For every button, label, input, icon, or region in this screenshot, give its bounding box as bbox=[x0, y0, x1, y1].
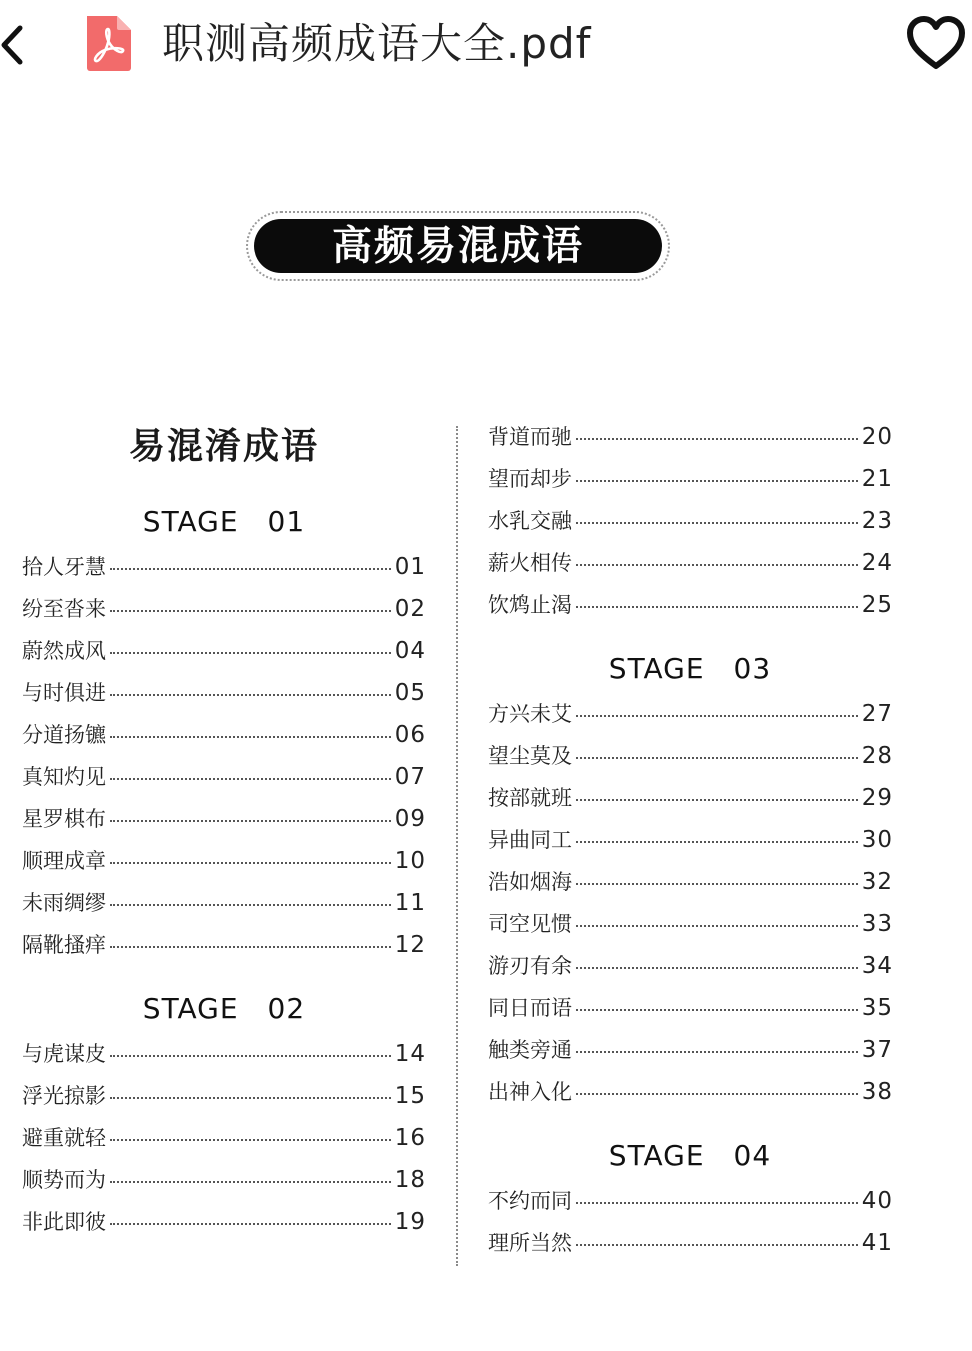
entry-page: 23 bbox=[861, 508, 893, 534]
toc-entry[interactable] bbox=[22, 761, 426, 795]
dot-leader bbox=[576, 799, 858, 801]
toc-entry[interactable] bbox=[488, 1227, 893, 1261]
dot-leader bbox=[110, 694, 391, 696]
banner-title: 高频易混成语 bbox=[254, 219, 662, 273]
entry-page: 12 bbox=[394, 932, 426, 958]
dot-leader bbox=[110, 610, 391, 612]
entry-page: 29 bbox=[861, 785, 893, 811]
toc-entry[interactable] bbox=[488, 1076, 893, 1110]
toc-entry[interactable] bbox=[488, 589, 893, 623]
entry-page: 15 bbox=[394, 1083, 426, 1109]
entry-page: 06 bbox=[394, 722, 426, 748]
entry-name: 与时俱进 bbox=[22, 681, 106, 705]
entry-page: 24 bbox=[861, 550, 893, 576]
dot-leader bbox=[576, 1202, 858, 1204]
entry-page: 02 bbox=[394, 596, 426, 622]
entry-name: 真知灼见 bbox=[22, 765, 106, 789]
entry-name: 顺势而为 bbox=[22, 1168, 106, 1192]
toc-entry[interactable] bbox=[488, 463, 893, 497]
entry-page: 04 bbox=[394, 638, 426, 664]
toc-entry[interactable] bbox=[488, 824, 893, 858]
stage-heading: STAGE 01 bbox=[142, 505, 306, 538]
entry-name: 未雨绸缪 bbox=[22, 891, 106, 915]
entry-name: 望尘莫及 bbox=[488, 744, 572, 768]
dot-leader bbox=[576, 841, 858, 843]
toc-entry[interactable] bbox=[22, 677, 426, 711]
heart-outline-icon[interactable] bbox=[904, 14, 968, 74]
dot-leader bbox=[110, 946, 391, 948]
section-title: 易混淆成语 bbox=[128, 426, 319, 467]
dot-leader bbox=[110, 778, 391, 780]
dot-leader bbox=[576, 757, 858, 759]
entry-name: 背道而驰 bbox=[488, 425, 572, 449]
entry-name: 纷至沓来 bbox=[22, 597, 106, 621]
entry-page: 33 bbox=[861, 911, 893, 937]
dot-leader bbox=[576, 967, 858, 969]
dot-leader bbox=[576, 715, 858, 717]
entry-name: 分道扬镳 bbox=[22, 723, 106, 747]
entry-page: 28 bbox=[861, 743, 893, 769]
toc-entry[interactable] bbox=[488, 782, 893, 816]
entry-name: 隔靴搔痒 bbox=[22, 933, 106, 957]
toc-entry[interactable] bbox=[488, 547, 893, 581]
toc-entry[interactable] bbox=[22, 887, 426, 921]
entry-page: 21 bbox=[861, 466, 893, 492]
dot-leader bbox=[110, 1181, 391, 1183]
entry-name: 顺理成章 bbox=[22, 849, 106, 873]
entry-page: 25 bbox=[861, 592, 893, 618]
pdf-icon bbox=[83, 14, 133, 72]
entry-page: 16 bbox=[394, 1125, 426, 1151]
entry-name: 非此即彼 bbox=[22, 1210, 106, 1234]
entry-page: 14 bbox=[394, 1041, 426, 1067]
dot-leader bbox=[110, 1223, 391, 1225]
toc-entry[interactable] bbox=[22, 803, 426, 837]
dot-leader bbox=[110, 736, 391, 738]
toc-entry[interactable] bbox=[488, 950, 893, 984]
entry-page: 01 bbox=[394, 554, 426, 580]
toc-entry[interactable] bbox=[488, 740, 893, 774]
entry-page: 37 bbox=[861, 1037, 893, 1063]
entry-name: 游刃有余 bbox=[488, 954, 572, 978]
entry-page: 19 bbox=[394, 1209, 426, 1235]
entry-page: 20 bbox=[861, 424, 893, 450]
dot-leader bbox=[576, 1244, 858, 1246]
toc-entry[interactable] bbox=[488, 1034, 893, 1068]
stage-heading: STAGE 03 bbox=[608, 652, 772, 685]
entry-name: 司空见惯 bbox=[488, 912, 572, 936]
dot-leader bbox=[576, 606, 858, 608]
dot-leader bbox=[110, 1139, 391, 1141]
dot-leader bbox=[576, 438, 858, 440]
entry-page: 34 bbox=[861, 953, 893, 979]
toc-entry[interactable] bbox=[22, 1080, 426, 1114]
entry-name: 理所当然 bbox=[488, 1231, 572, 1255]
dot-leader bbox=[110, 568, 391, 570]
toc-entry[interactable] bbox=[22, 1122, 426, 1156]
toc-entry[interactable] bbox=[22, 551, 426, 585]
entry-name: 薪火相传 bbox=[488, 551, 572, 575]
toc-entry[interactable] bbox=[22, 635, 426, 669]
toc-entry[interactable] bbox=[22, 1038, 426, 1072]
entry-page: 35 bbox=[861, 995, 893, 1021]
toc-entry[interactable] bbox=[488, 421, 893, 455]
toc-entry[interactable] bbox=[488, 698, 893, 732]
dot-leader bbox=[110, 1055, 391, 1057]
entry-page: 41 bbox=[861, 1230, 893, 1256]
section-banner bbox=[246, 211, 670, 281]
entry-page: 32 bbox=[861, 869, 893, 895]
stage-heading: STAGE 04 bbox=[608, 1139, 772, 1172]
entry-page: 27 bbox=[861, 701, 893, 727]
chevron-left-icon[interactable] bbox=[0, 20, 34, 70]
entry-page: 11 bbox=[394, 890, 426, 916]
entry-name: 方兴未艾 bbox=[488, 702, 572, 726]
entry-name: 星罗棋布 bbox=[22, 807, 106, 831]
entry-page: 05 bbox=[394, 680, 426, 706]
entry-name: 浩如烟海 bbox=[488, 870, 572, 894]
entry-page: 30 bbox=[861, 827, 893, 853]
entry-page: 40 bbox=[861, 1188, 893, 1214]
dot-leader bbox=[110, 904, 391, 906]
toc-entry[interactable] bbox=[22, 593, 426, 627]
dot-leader bbox=[576, 1051, 858, 1053]
toc-entry[interactable] bbox=[488, 1185, 893, 1219]
dot-leader bbox=[110, 652, 391, 654]
entry-name: 避重就轻 bbox=[22, 1126, 106, 1150]
entry-name: 同日而语 bbox=[488, 996, 572, 1020]
toc-entry[interactable] bbox=[488, 866, 893, 900]
entry-name: 异曲同工 bbox=[488, 828, 572, 852]
dot-leader bbox=[576, 1093, 858, 1095]
entry-name: 与虎谋皮 bbox=[22, 1042, 106, 1066]
dot-leader bbox=[110, 1097, 391, 1099]
entry-name: 出神入化 bbox=[488, 1080, 572, 1104]
column-divider bbox=[456, 426, 458, 1266]
entry-page: 10 bbox=[394, 848, 426, 874]
toc-entry[interactable] bbox=[488, 992, 893, 1026]
toc-entry[interactable] bbox=[488, 505, 893, 539]
toc-entry[interactable] bbox=[22, 1206, 426, 1240]
entry-name: 水乳交融 bbox=[488, 509, 572, 533]
dot-leader bbox=[576, 522, 858, 524]
toc-entry[interactable] bbox=[22, 929, 426, 963]
entry-name: 望而却步 bbox=[488, 467, 572, 491]
entry-name: 按部就班 bbox=[488, 786, 572, 810]
document-title: 职测高频成语大全.pdf bbox=[162, 19, 592, 68]
dot-leader bbox=[576, 1009, 858, 1011]
entry-name: 饮鸩止渴 bbox=[488, 593, 572, 617]
entry-page: 18 bbox=[394, 1167, 426, 1193]
toc-entry[interactable] bbox=[22, 719, 426, 753]
stage-heading: STAGE 02 bbox=[142, 992, 306, 1025]
dot-leader bbox=[576, 883, 858, 885]
entry-page: 07 bbox=[394, 764, 426, 790]
entry-name: 蔚然成风 bbox=[22, 639, 106, 663]
dot-leader bbox=[576, 564, 858, 566]
entry-name: 不约而同 bbox=[488, 1189, 572, 1213]
entry-name: 拾人牙慧 bbox=[22, 555, 106, 579]
dot-leader bbox=[576, 925, 858, 927]
dot-leader bbox=[110, 862, 391, 864]
entry-page: 09 bbox=[394, 806, 426, 832]
entry-page: 38 bbox=[861, 1079, 893, 1105]
app-header bbox=[0, 0, 972, 100]
entry-name: 浮光掠影 bbox=[22, 1084, 106, 1108]
toc-entry[interactable] bbox=[22, 845, 426, 879]
toc-entry[interactable] bbox=[22, 1164, 426, 1198]
entry-name: 触类旁通 bbox=[488, 1038, 572, 1062]
toc-entry[interactable] bbox=[488, 908, 893, 942]
dot-leader bbox=[576, 480, 858, 482]
dot-leader bbox=[110, 820, 391, 822]
